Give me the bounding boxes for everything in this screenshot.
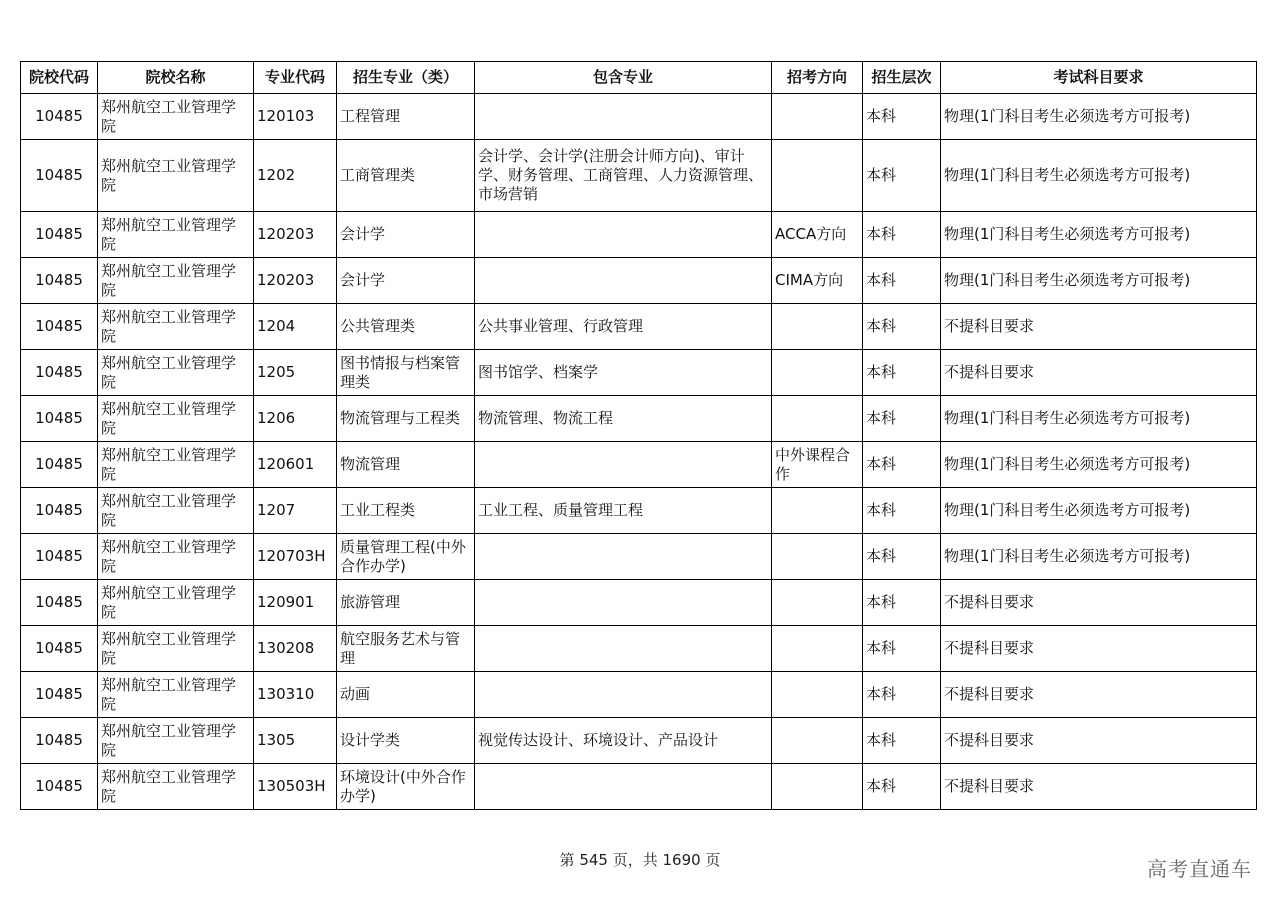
cell-school-code: 10485 (21, 764, 98, 810)
cell-school-name: 郑州航空工业管理学院 (98, 580, 254, 626)
table-row (21, 304, 1257, 350)
admission-table (20, 61, 1257, 810)
cell-school-name: 郑州航空工业管理学院 (98, 488, 254, 534)
watermark: 高考直通车 (1147, 857, 1252, 881)
cell-school-name: 郑州航空工业管理学院 (98, 212, 254, 258)
cell-subject-requirements: 不提科目要求 (941, 304, 1257, 350)
cell-school-code: 10485 (21, 258, 98, 304)
cell-major-code: 1206 (254, 396, 337, 442)
header-major-code: 专业代码 (254, 62, 337, 94)
cell-level: 本科 (863, 488, 941, 534)
cell-level: 本科 (863, 350, 941, 396)
cell-included-majors: 公共事业管理、行政管理 (475, 304, 772, 350)
cell-level: 本科 (863, 718, 941, 764)
cell-level: 本科 (863, 442, 941, 488)
cell-included-majors: 图书馆学、档案学 (475, 350, 772, 396)
cell-major-code: 120901 (254, 580, 337, 626)
cell-major-code: 120203 (254, 212, 337, 258)
cell-major-code: 130208 (254, 626, 337, 672)
cell-major-code: 120601 (254, 442, 337, 488)
cell-included-majors (475, 580, 772, 626)
cell-major: 会计学 (337, 258, 475, 304)
cell-direction (772, 488, 863, 534)
cell-level: 本科 (863, 580, 941, 626)
cell-school-name: 郑州航空工业管理学院 (98, 764, 254, 810)
cell-direction: 中外课程合作 (772, 442, 863, 488)
cell-major-code: 1205 (254, 350, 337, 396)
cell-subject-requirements: 不提科目要求 (941, 764, 1257, 810)
cell-level: 本科 (863, 258, 941, 304)
table-row (21, 718, 1257, 764)
cell-major: 环境设计(中外合作办学) (337, 764, 475, 810)
cell-school-code: 10485 (21, 534, 98, 580)
table-row (21, 580, 1257, 626)
table-row (21, 534, 1257, 580)
table-row (21, 626, 1257, 672)
cell-subject-requirements: 物理(1门科目考生必须选考方可报考) (941, 94, 1257, 140)
table-row (21, 258, 1257, 304)
cell-included-majors (475, 442, 772, 488)
header-level: 招生层次 (863, 62, 941, 94)
cell-school-code: 10485 (21, 396, 98, 442)
cell-school-name: 郑州航空工业管理学院 (98, 304, 254, 350)
cell-major: 航空服务艺术与管理 (337, 626, 475, 672)
page-number: 第 545 页，共 1690 页 (559, 851, 721, 869)
cell-direction (772, 534, 863, 580)
cell-subject-requirements: 物理(1门科目考生必须选考方可报考) (941, 212, 1257, 258)
cell-direction (772, 718, 863, 764)
table-row (21, 442, 1257, 488)
cell-included-majors (475, 672, 772, 718)
cell-school-name: 郑州航空工业管理学院 (98, 442, 254, 488)
cell-school-code: 10485 (21, 718, 98, 764)
cell-school-name: 郑州航空工业管理学院 (98, 396, 254, 442)
table-row (21, 488, 1257, 534)
cell-direction (772, 304, 863, 350)
cell-school-name: 郑州航空工业管理学院 (98, 718, 254, 764)
header-subject-requirements: 考试科目要求 (941, 62, 1257, 94)
cell-major-code: 120103 (254, 94, 337, 140)
cell-level: 本科 (863, 94, 941, 140)
cell-major-code: 1202 (254, 140, 337, 212)
cell-included-majors: 工业工程、质量管理工程 (475, 488, 772, 534)
cell-major-code: 1305 (254, 718, 337, 764)
cell-level: 本科 (863, 534, 941, 580)
cell-included-majors (475, 94, 772, 140)
cell-subject-requirements: 物理(1门科目考生必须选考方可报考) (941, 396, 1257, 442)
header-school-code: 院校代码 (21, 62, 98, 94)
cell-subject-requirements: 物理(1门科目考生必须选考方可报考) (941, 534, 1257, 580)
cell-school-code: 10485 (21, 350, 98, 396)
table-body (21, 94, 1257, 810)
cell-direction: ACCA方向 (772, 212, 863, 258)
table-row (21, 94, 1257, 140)
cell-school-code: 10485 (21, 442, 98, 488)
cell-school-code: 10485 (21, 212, 98, 258)
cell-subject-requirements: 不提科目要求 (941, 350, 1257, 396)
cell-school-code: 10485 (21, 672, 98, 718)
cell-school-name: 郑州航空工业管理学院 (98, 350, 254, 396)
table-row (21, 212, 1257, 258)
cell-level: 本科 (863, 212, 941, 258)
cell-school-name: 郑州航空工业管理学院 (98, 140, 254, 212)
cell-level: 本科 (863, 672, 941, 718)
cell-school-name: 郑州航空工业管理学院 (98, 258, 254, 304)
cell-direction (772, 672, 863, 718)
cell-included-majors (475, 534, 772, 580)
cell-school-name: 郑州航空工业管理学院 (98, 672, 254, 718)
cell-level: 本科 (863, 764, 941, 810)
cell-major: 图书情报与档案管理类 (337, 350, 475, 396)
cell-major-code: 130503H (254, 764, 337, 810)
cell-major: 设计学类 (337, 718, 475, 764)
header-school-name: 院校名称 (98, 62, 254, 94)
cell-included-majors (475, 764, 772, 810)
cell-subject-requirements: 物理(1门科目考生必须选考方可报考) (941, 442, 1257, 488)
cell-direction (772, 350, 863, 396)
cell-major: 旅游管理 (337, 580, 475, 626)
cell-school-name: 郑州航空工业管理学院 (98, 626, 254, 672)
cell-school-name: 郑州航空工业管理学院 (98, 94, 254, 140)
cell-included-majors (475, 258, 772, 304)
cell-major-code: 1204 (254, 304, 337, 350)
cell-school-code: 10485 (21, 626, 98, 672)
cell-included-majors (475, 212, 772, 258)
cell-direction: CIMA方向 (772, 258, 863, 304)
cell-major: 工业工程类 (337, 488, 475, 534)
cell-direction (772, 396, 863, 442)
cell-level: 本科 (863, 140, 941, 212)
cell-school-code: 10485 (21, 488, 98, 534)
cell-school-code: 10485 (21, 304, 98, 350)
cell-major: 物流管理与工程类 (337, 396, 475, 442)
cell-school-code: 10485 (21, 94, 98, 140)
cell-subject-requirements: 物理(1门科目考生必须选考方可报考) (941, 140, 1257, 212)
table-row (21, 672, 1257, 718)
cell-major-code: 120203 (254, 258, 337, 304)
cell-major: 工程管理 (337, 94, 475, 140)
cell-major-code: 130310 (254, 672, 337, 718)
cell-major: 物流管理 (337, 442, 475, 488)
cell-level: 本科 (863, 304, 941, 350)
cell-direction (772, 626, 863, 672)
cell-included-majors: 物流管理、物流工程 (475, 396, 772, 442)
cell-subject-requirements: 不提科目要求 (941, 718, 1257, 764)
cell-direction (772, 764, 863, 810)
header-row (21, 62, 1257, 94)
cell-major: 工商管理类 (337, 140, 475, 212)
table-row (21, 140, 1257, 212)
cell-subject-requirements: 不提科目要求 (941, 626, 1257, 672)
cell-direction (772, 94, 863, 140)
cell-school-code: 10485 (21, 580, 98, 626)
cell-included-majors: 会计学、会计学(注册会计师方向)、审计学、财务管理、工商管理、人力资源管理、市场营销 (475, 140, 772, 212)
cell-included-majors (475, 626, 772, 672)
cell-direction (772, 580, 863, 626)
header-direction: 招考方向 (772, 62, 863, 94)
cell-level: 本科 (863, 626, 941, 672)
table-row (21, 350, 1257, 396)
cell-subject-requirements: 物理(1门科目考生必须选考方可报考) (941, 488, 1257, 534)
cell-subject-requirements: 物理(1门科目考生必须选考方可报考) (941, 258, 1257, 304)
cell-subject-requirements: 不提科目要求 (941, 580, 1257, 626)
cell-direction (772, 140, 863, 212)
cell-school-name: 郑州航空工业管理学院 (98, 534, 254, 580)
header-major: 招生专业（类） (337, 62, 475, 94)
cell-subject-requirements: 不提科目要求 (941, 672, 1257, 718)
header-included-majors: 包含专业 (475, 62, 772, 94)
cell-school-code: 10485 (21, 140, 98, 212)
cell-major: 公共管理类 (337, 304, 475, 350)
cell-major: 质量管理工程(中外合作办学) (337, 534, 475, 580)
cell-major: 会计学 (337, 212, 475, 258)
cell-level: 本科 (863, 396, 941, 442)
cell-major-code: 120703H (254, 534, 337, 580)
table-row (21, 764, 1257, 810)
cell-major-code: 1207 (254, 488, 337, 534)
cell-major: 动画 (337, 672, 475, 718)
cell-included-majors: 视觉传达设计、环境设计、产品设计 (475, 718, 772, 764)
table-row (21, 396, 1257, 442)
